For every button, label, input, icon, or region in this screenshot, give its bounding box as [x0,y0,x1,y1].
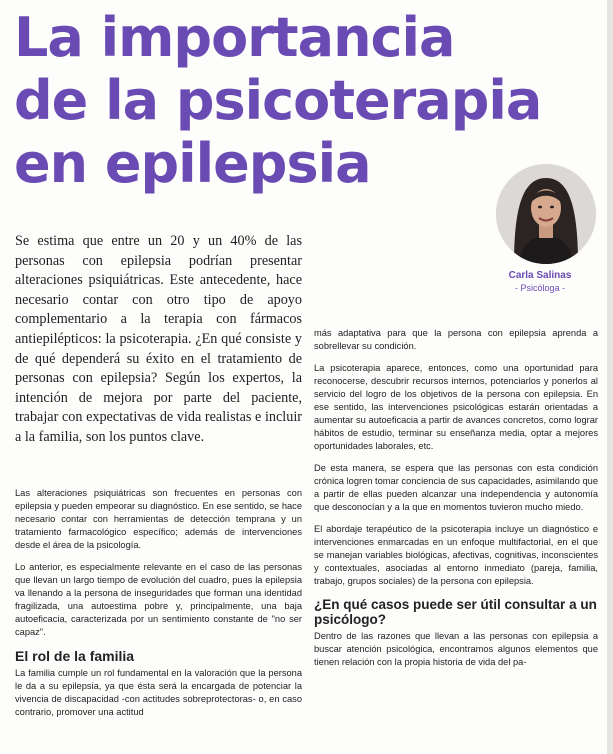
article-title [14,6,574,195]
author-credit [470,269,610,294]
body-paragraph: La psicoterapia aparece, entonces, como una oportunidad para reconocerse, descubrir recursos internos, potenciarlos y ponerlos al servicio del logro de los objetivos de la persona con epilepsia. En ese sentido, las intervenciones psicológicas estarán orientadas a aumentar su autoeficacia a partir de avances concretos, como lograr hábitos de estudio, terminar su enseñanza media, optar a mejores oportunidades laborales, etc. [314,363,598,451]
title-line-3: en epilepsia [14,132,371,195]
section-heading-when-consult: ¿En qué casos puede ser útil consultar a un psicólogo? [314,597,597,627]
body-paragraph: El abordaje terapéutico de la psicoterapia incluye un diagnóstico e intervenciones enmarcadas en un enfoque multifactorial, en el que se manejan variables biológicas, afectivas, cognitivas, inconscientes y contextuales, asociadas al entorno inmediato (pareja, familia, trabajo, grupos sociales) de la persona con epilepsia. [314,524,598,586]
body-paragraph: De esta manera, se espera que las personas con esta condición crónica logren tomar conciencia de sus capacidades, asimilando que a partir de ellas pueden alcanzar una independencia y autonomía que desconocían y a la que en momentos tuvieron mucho miedo. [314,463,598,512]
body-column-right [314,327,598,678]
body-paragraph: Lo anterior, es especialmente relevante en el caso de las personas que llevan un largo tiempo de evolución del cuadro, pues la epilepsia va llenando a la persona de inseguridades que forman una identidad fragilizada, una autoestima pobre y, principalmente, una baja autoeficacia, caracterizada por un sentimiento constante de "no ser capaz". [15,562,302,637]
author-role: - Psicóloga - [514,283,566,293]
title-line-2: de la psicoterapia [14,69,542,132]
author-photo [496,164,596,264]
body-column-left [15,487,302,728]
body-paragraph: más adaptativa para que la persona con epilepsia aprenda a sobrellevar su condición. [314,328,598,351]
author-name: Carla Salinas [508,270,572,281]
body-paragraph: La familia cumple un rol fundamental en la valoración que la persona le da a su epilepsia, ya que ésta será la encargada de potenciar la vivencia de discapacidad -con actitudes sobreprotectoras- o, en caso contrario, promover una actitud [15,668,302,717]
body-paragraph: Las alteraciones psiquiátricas son frecuentes en personas con epilepsia y pueden empeorar su diagnóstico. En ese sentido, se hace necesario contar con herramientas de detección temprana y un tratamiento farmacológico específico; además de intervenciones desde el área de la psicología. [15,488,302,550]
author-portrait-image [496,164,596,264]
title-line-1: La importancia [14,6,455,69]
lead-paragraph: Se estima que entre un 20 y un 40% de las personas con epilepsia podrían presentar alteraciones psiquiátricas. Este antecedente, hace necesario contar con otro tipo de apoyo complementario a la terapia con fármacos antiepilépticos: la psicoterapia. ¿En qué consiste y de qué dependerá su éxito en el tratamiento de personas con epilepsia? Según los expertos, la intención de mejora por parte del paciente, trabajar con expectativas de vida realistas e incluir a la familia, son los puntos clave. [15,233,302,445]
section-heading-family-role: El rol de la familia [15,648,135,664]
body-paragraph: Dentro de las razones que llevan a las personas con epilepsia a buscar atención psicológica, encontramos algunos elementos que tienen relación con la propia historia de vida del pa- [314,631,598,667]
page-edge-shadow [607,0,613,754]
